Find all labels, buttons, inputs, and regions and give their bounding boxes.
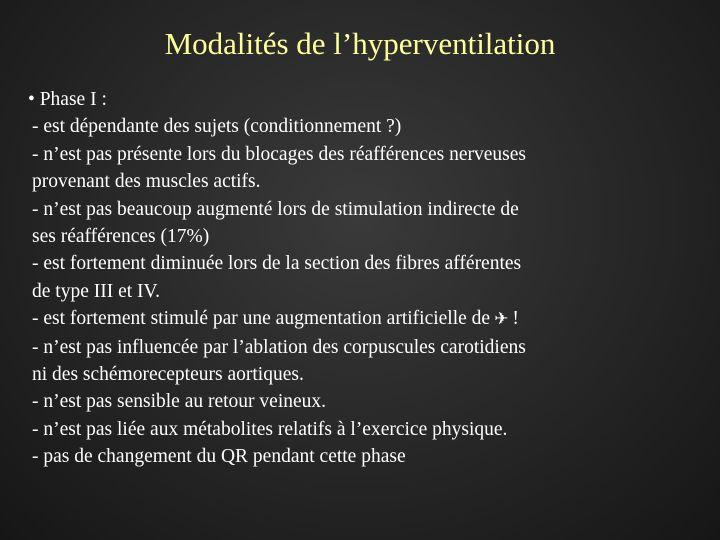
body-line-with-symbol	[28, 305, 678, 333]
body-line-after: !	[512, 308, 519, 330]
airplane-icon: ✈	[494, 309, 509, 330]
bullet-heading: • Phase I :	[28, 89, 107, 110]
body-line: de type III et IV.	[32, 280, 160, 302]
body-line: - est dépendante des sujets (conditionnement ?)	[32, 116, 402, 138]
body-line: - n’est pas influencée par l’ablation des corpuscules carotidiens	[32, 336, 526, 358]
slide-title: Modalités de l’hyperventilation	[164, 26, 556, 61]
body-line: - n’est pas liée aux métabolites relatifs à l’exercice physique.	[32, 418, 508, 440]
body-line: ni des schémorecepteurs aortiques.	[32, 364, 304, 386]
body-line: provenant des muscles actifs.	[32, 171, 261, 193]
body-line: - n’est pas sensible au retour veineux.	[32, 391, 327, 413]
body-line-before: - est fortement stimulé par une augmentation artificielle de	[32, 308, 491, 330]
body-line: - n’est pas beaucoup augmenté lors de stimulation indirecte de	[32, 198, 519, 220]
body-line: - est fortement diminuée lors de la section des fibres afférentes	[32, 253, 522, 275]
body-line: - n’est pas présente lors du blocages des réafférences nerveuses	[32, 143, 526, 165]
body-line: - pas de changement du QR pendant cette phase	[32, 446, 406, 468]
slide-body	[28, 86, 678, 471]
body-line: ses réafférences (17%)	[32, 226, 210, 248]
